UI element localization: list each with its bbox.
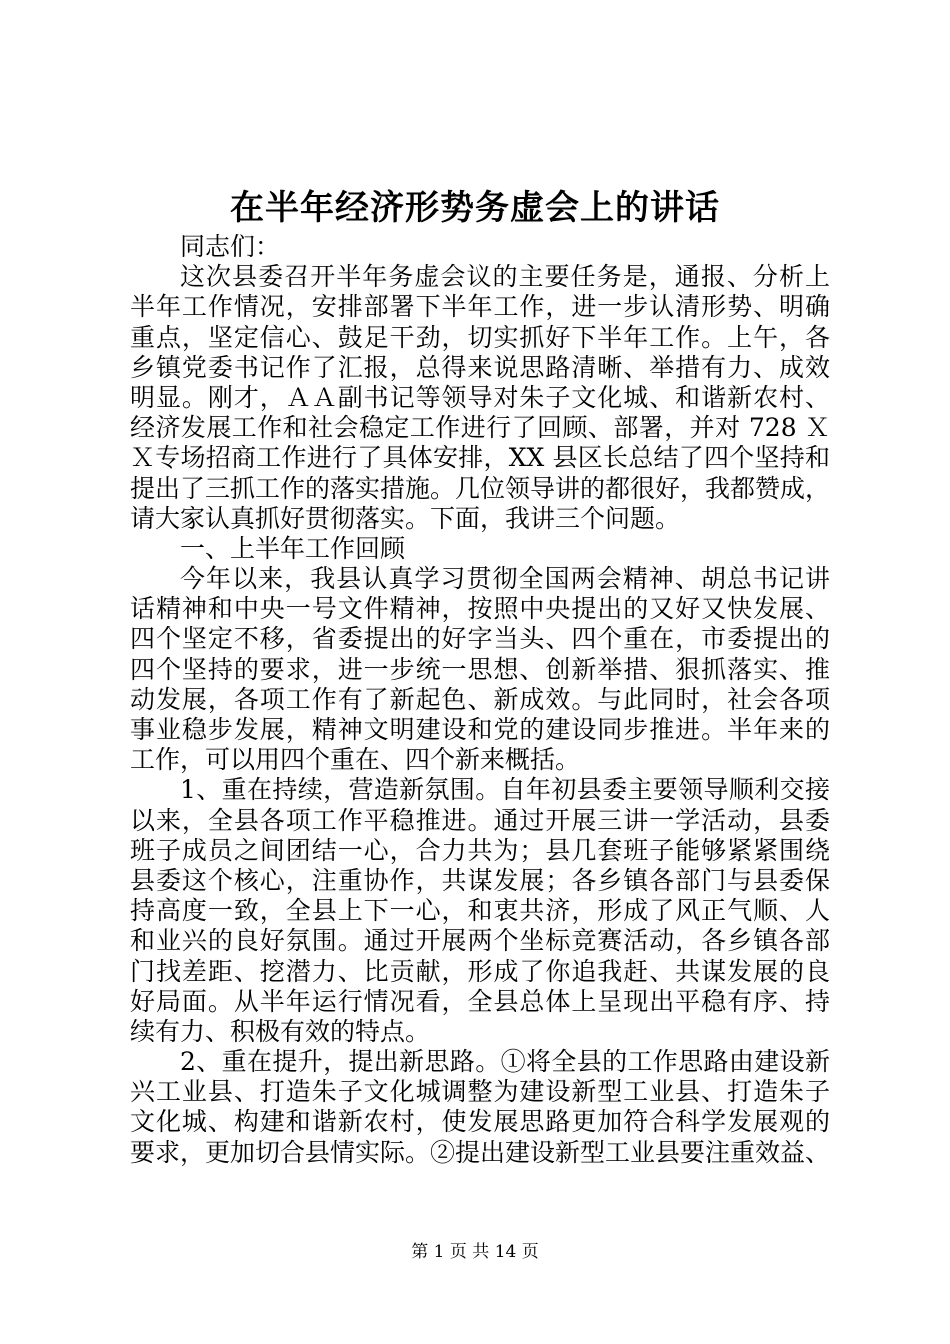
text-line: 文化城、构建和谐新农村，使发展思路更加符合科学发展观的 — [130, 1107, 830, 1137]
text-line: 工作，可以用四个重在、四个新来概括。 — [130, 745, 581, 775]
text-line: 同志们： — [180, 232, 281, 261]
text-line: 半年工作情况，安排部署下半年工作，进一步认清形势、明确 — [130, 292, 830, 322]
text-line: 兴工业县、打造朱子文化城调整为建设新型工业县、打造朱子 — [130, 1077, 830, 1107]
text-line: 2、重在提升，提出新思路。①将全县的工作思路由建设新 — [180, 1047, 830, 1077]
document-body — [130, 232, 830, 1168]
text-line: 1、重在持续，营造新氛围。自年初县委主要领导顺利交接 — [180, 775, 830, 805]
text-line: 县委这个核心，注重协作，共谋发展；各乡镇各部门与县委保 — [130, 865, 830, 895]
text-line: 动发展，各项工作有了新起色、新成效。与此同时，社会各项 — [130, 684, 830, 714]
text-line: 事业稳步发展，精神文明建设和党的建设同步推进。半年来的 — [130, 715, 830, 744]
text-line: 提出了三抓工作的落实措施。几位领导讲的都很好，我都赞成， — [130, 473, 831, 503]
text-line: 四个坚定不移，省委提出的好字当头、四个重在，市委提出的 — [130, 624, 830, 654]
text-line: 四个坚持的要求，进一步统一思想、创新举措、狠抓落实、推 — [130, 654, 830, 684]
text-line: 请大家认真抓好贯彻落实。下面，我讲三个问题。 — [130, 503, 681, 533]
text-line: 和业兴的良好氛围。通过开展两个坐标竞赛活动，各乡镇各部 — [130, 926, 830, 956]
text-line: 班子成员之间团结一心，合力共为；县几套班子能够紧紧围绕 — [130, 835, 830, 865]
text-line: 这次县委召开半年务虚会议的主要任务是，通报、分析上 — [180, 262, 830, 292]
text-line: 以来，全县各项工作平稳推进。通过开展三讲一学活动，县委 — [130, 805, 830, 835]
text-line: 今年以来，我县认真学习贯彻全国两会精神、胡总书记讲 — [180, 564, 830, 594]
document-title: 在半年经济形势务虚会上的讲话 — [230, 188, 720, 228]
text-line: 好局面。从半年运行情况看，全县总体上呈现出平稳有序、持 — [130, 986, 830, 1016]
text-line: 一、上半年工作回顾 — [180, 533, 406, 563]
text-line: 持高度一致，全县上下一心，和衷共济，形成了风正气顺、人 — [130, 896, 830, 926]
text-line: 话精神和中央一号文件精神，按照中央提出的又好又快发展、 — [130, 594, 830, 624]
text-line: 明显。刚才，ＡＡ副书记等领导对朱子文化城、和谐新农村、 — [130, 382, 830, 412]
text-line: 经济发展工作和社会稳定工作进行了回顾、部署，并对 728 Ｘ — [130, 413, 830, 443]
text-line: 门找差距、挖潜力、比贡献，形成了你追我赶、共谋发展的良 — [130, 956, 830, 986]
text-line: Ｘ专场招商工作进行了具体安排，XX 县区长总结了四个坚持和 — [130, 443, 830, 473]
text-line: 乡镇党委书记作了汇报，总得来说思路清晰、举措有力、成效 — [130, 352, 830, 382]
text-line: 续有力、积极有效的特点。 — [130, 1016, 431, 1046]
page-footer: 第 1 页 共 14 页 — [411, 1242, 539, 1262]
text-line: 重点，坚定信心、鼓足干劲，切实抓好下半年工作。上午，各 — [130, 322, 830, 352]
text-line: 要求，更加切合县情实际。②提出建设新型工业县要注重效益、 — [130, 1137, 831, 1167]
